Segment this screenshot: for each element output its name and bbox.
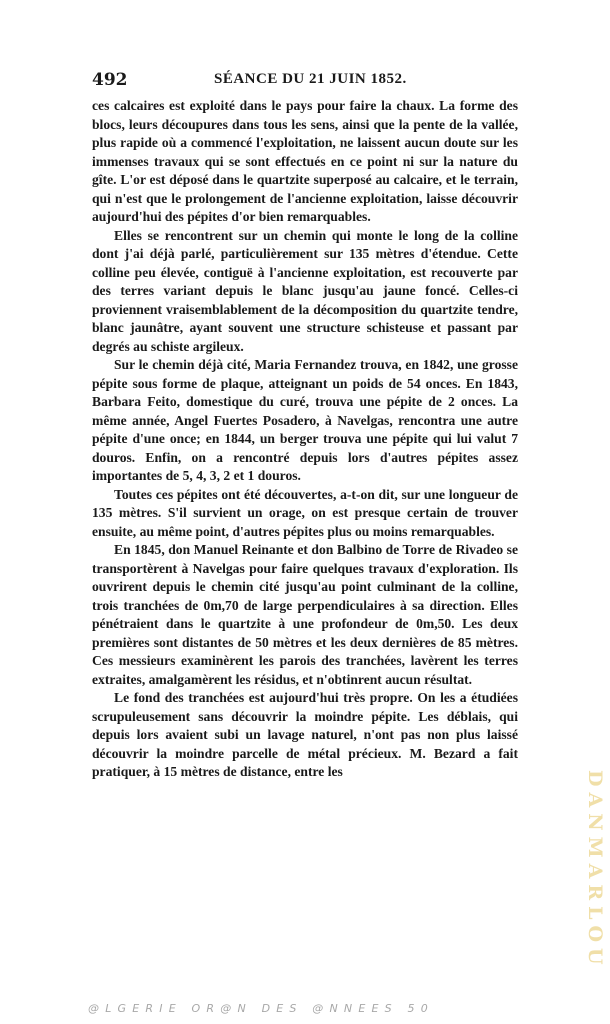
paragraph: Le fond des tranchées est aujourd'hui très propre. On les a étudiées scrupuleusement sans découvrir la moindre pépite. Les déblais, qui depuis lors avaient subi un lavage naturel, n'ont pas non plus laissé découvrir la moindre parcelle de métal précieux. M. Bezard a fait pratiquer, à 15 mètres de distance, entre les xyxy=(92,690,518,779)
running-head: SÉANCE DU 21 JUIN 1852. xyxy=(214,71,407,87)
body-text xyxy=(92,97,518,782)
paragraph: ces calcaires est exploité dans le pays pour faire la chaux. La forme des blocs, leurs découpures dans tous les sens, ainsi que la pente de la vallée, plus rapide où a commencé l'exploitation, ne laissent aucun doute sur les immenses travaux qui se sont effectués en ce point ni sur la nature du gîte. L'or est déposé dans le quartzite superposé au calcaire, et le terrain, qui n'est que le prolongement de l'ancienne exploitation, laisse découvrir aujourd'hui des pépites d'or bien remarquables. xyxy=(92,98,518,224)
page-number: 492 xyxy=(92,70,128,90)
paragraph: Elles se rencontrent sur un chemin qui monte le long de la colline dont j'ai déjà parlé, particulièrement sur 135 mètres d'étendue. Cette colline peu élevée, contiguë à l'ancienne exploitation, est recouverte par des terres variant depuis le blanc jusqu'au jaune foncé. Celles-ci proviennent vraisemblablement de la décomposition du quartzite tendre, blanc jaunâtre, ayant souvent une structure schisteuse et passant par degrés au schiste argileux. xyxy=(92,227,518,354)
side-watermark: DANMARLOU xyxy=(584,770,606,971)
paragraph: Sur le chemin déjà cité, Maria Fernandez trouva, en 1842, une grosse pépite sous forme de plaque, atteignant un poids de 54 onces. En 1843, Barbara Feito, domestique du curé, trouva une pépite de 2 onces. La même année, Angel Fuertes Posadero, à Navelgas, rencontra une autre pépite d'une once; en 1844, un berger trouva une pépite qui lui valut 7 douros. Enfin, on a rencontré depuis lors d'autres pépites assez importantes de 5, 4, 3, 2 et 1 douros. xyxy=(92,357,518,483)
footer-watermark: @LGERIE OR@N DES @NNEES 50 xyxy=(88,1002,434,1015)
paragraph: En 1845, don Manuel Reinante et don Balbino de Torre de Rivadeo se transportèrent à Navelgas pour faire quelques travaux d'exploration. Ils ouvrirent depuis le chemin cité jusqu'au point culminant de la colline, trois tranchées de 0m,70 de large perpendiculaires à sa direction. Elles pénétraient dans le quartzite à une profondeur de 0m,50. Les deux premières sont distantes de 50 mètres et les deux dernières de 85 mètres. Ces messieurs examinèrent les parois des tranchées, lavèrent les terres extraites, amalgamèrent les résidus, et n'obtinrent aucun résultat. xyxy=(92,542,518,687)
paragraph: Toutes ces pépites ont été découvertes, a-t-on dit, sur une longueur de 135 mètres. S'il survient un orage, on est presque certain de trouver ensuite, au même point, d'autres pépites plus ou moins remarquables. xyxy=(92,486,518,539)
